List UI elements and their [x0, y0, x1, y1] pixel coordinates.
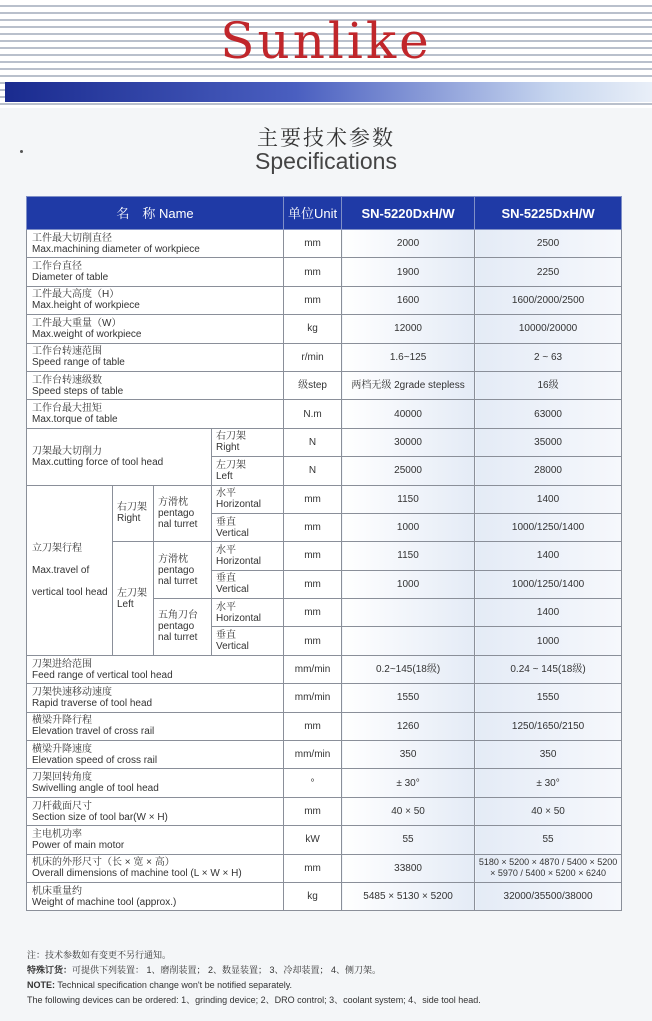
table-row — [27, 258, 622, 286]
axis-label-horizontal: 水平 Horizontal — [212, 599, 284, 627]
note-en-1 — [27, 978, 627, 993]
value-model1: 1000 — [342, 513, 475, 541]
value-model1: 55 — [342, 826, 475, 854]
value-model2: 1400 — [475, 599, 622, 627]
col-header-model2: SN-5225DxH/W — [475, 197, 622, 230]
param-name: 工件最大重量（W） Max.weight of workpiece — [27, 315, 284, 343]
param-unit: mm/min — [284, 684, 342, 712]
value-model2: 1400 — [475, 542, 622, 570]
param-unit: kg — [284, 315, 342, 343]
brand-logo: Sunlike — [220, 12, 432, 70]
param-name-travel: 立刀架行程 Max.travel of vertical tool head — [27, 485, 113, 655]
param-unit: mm — [284, 230, 342, 258]
sub-label-left: 左刀架 Left — [212, 457, 284, 485]
value-model2: 1600/2000/2500 — [475, 286, 622, 314]
table-row — [27, 343, 622, 371]
param-unit: mm/min — [284, 741, 342, 769]
table-row — [27, 854, 622, 882]
param-unit: kW — [284, 826, 342, 854]
param-unit: mm — [284, 599, 342, 627]
value-model2: 2 ~ 63 — [475, 343, 622, 371]
sub-label-right-head: 右刀架 Right — [113, 485, 154, 542]
param-unit: r/min — [284, 343, 342, 371]
note-en-1-text: Technical specification change won't be notified separately. — [55, 980, 293, 990]
note-cn-2-text: 可提供下列装置： 1、磨削装置； 2、数显装置； 3、冷却装置； 4、侧刀架。 — [72, 965, 382, 975]
param-name: 主电机功率 Power of main motor — [27, 826, 284, 854]
param-name: 工件最大高度（H） Max.height of workpiece — [27, 286, 284, 314]
note-cn-2 — [27, 963, 627, 978]
col-header-model1: SN-5220DxH/W — [342, 197, 475, 230]
note-cn-1: 注：技术参数如有变更不另行通知。 — [27, 950, 172, 960]
table-row — [27, 371, 622, 399]
value-model2: 2250 — [475, 258, 622, 286]
table-row — [27, 882, 622, 910]
value-model2: 16级 — [475, 371, 622, 399]
table-row — [27, 826, 622, 854]
value-model1: 1.6~125 — [342, 343, 475, 371]
value-model2: 1250/1650/2150 — [475, 712, 622, 740]
axis-label-vertical: 垂直 Vertical — [212, 513, 284, 541]
value-model2: 28000 — [475, 457, 622, 485]
param-name: 工件最大切削直径 Max.machining diameter of workpiece — [27, 230, 284, 258]
value-model1: 40000 — [342, 400, 475, 428]
value-model1: 25000 — [342, 457, 475, 485]
value-model1 — [342, 627, 475, 655]
param-name: 机床的外形尺寸（长 × 宽 × 高） Overall dimensions of machine tool (L × W × H) — [27, 854, 284, 882]
sub-label-ram: 方滑枕 pentago nal turret — [154, 485, 212, 542]
param-unit: mm — [284, 570, 342, 598]
param-unit: ° — [284, 769, 342, 797]
param-name: 刀架快速移动速度 Rapid traverse of tool head — [27, 684, 284, 712]
param-name: 刀杆截面尺寸 Section size of tool bar(W × H) — [27, 797, 284, 825]
param-name: 工作台转速范围 Speed range of table — [27, 343, 284, 371]
value-model1: 2000 — [342, 230, 475, 258]
value-model1: 1900 — [342, 258, 475, 286]
note-en-2: The following devices can be ordered: 1、grinding device; 2、DRO control; 3、coolant system; 4、side tool head. — [27, 995, 481, 1005]
param-unit: mm — [284, 513, 342, 541]
value-model1: 1150 — [342, 542, 475, 570]
value-model2: 0.24 ~ 145(18级) — [475, 655, 622, 683]
table-row — [27, 741, 622, 769]
table-header-row — [27, 197, 622, 230]
value-model1: 33800 — [342, 854, 475, 882]
value-model2: 35000 — [475, 428, 622, 456]
col-header-name: 名 称 Name — [27, 197, 284, 230]
value-model2: 10000/20000 — [475, 315, 622, 343]
param-name-cutting-force: 刀架最大切削力 Max.cutting force of tool head — [27, 428, 212, 485]
table-row — [27, 684, 622, 712]
param-unit: mm — [284, 286, 342, 314]
param-name: 工作台直径 Diameter of table — [27, 258, 284, 286]
value-model1: 1550 — [342, 684, 475, 712]
value-model2: 1550 — [475, 684, 622, 712]
sub-label-ram: 方滑枕 pentago nal turret — [154, 542, 212, 599]
table-row — [27, 400, 622, 428]
value-model2: 40 × 50 — [475, 797, 622, 825]
value-model1: 40 × 50 — [342, 797, 475, 825]
value-model1: 1260 — [342, 712, 475, 740]
value-model2: 5180 × 5200 × 4870 / 5400 × 5200 × 5970 / 5400 × 5200 × 6240 — [475, 854, 622, 882]
param-unit: mm — [284, 712, 342, 740]
value-model1: ± 30° — [342, 769, 475, 797]
value-model1: 12000 — [342, 315, 475, 343]
note-cn-2-label: 特殊订货： — [27, 965, 73, 975]
param-unit: mm — [284, 542, 342, 570]
axis-label-vertical: 垂直 Vertical — [212, 570, 284, 598]
table-row — [27, 428, 622, 456]
sub-label-right: 右刀架 Right — [212, 428, 284, 456]
axis-label-horizontal: 水平 Horizontal — [212, 542, 284, 570]
axis-label-vertical: 垂直 Vertical — [212, 627, 284, 655]
param-unit: mm — [284, 485, 342, 513]
table-row — [27, 769, 622, 797]
param-unit: mm — [284, 627, 342, 655]
value-model1: 30000 — [342, 428, 475, 456]
param-unit: mm/min — [284, 655, 342, 683]
value-model2: 1000/1250/1400 — [475, 513, 622, 541]
param-unit: 级step — [284, 371, 342, 399]
value-model2: 32000/35500/38000 — [475, 882, 622, 910]
value-model2: 350 — [475, 741, 622, 769]
table-row — [27, 230, 622, 258]
sub-label-left-head: 左刀架 Left — [113, 542, 154, 656]
value-model1: 1000 — [342, 570, 475, 598]
brand-stripe — [5, 82, 652, 102]
value-model2: 1400 — [475, 485, 622, 513]
value-model2: 1000/1250/1400 — [475, 570, 622, 598]
spec-table-wrapper — [26, 196, 621, 911]
param-name: 工作台转速级数 Speed steps of table — [27, 371, 284, 399]
param-name: 刀架回转角度 Swivelling angle of tool head — [27, 769, 284, 797]
note-en-1-label: NOTE: — [27, 980, 55, 990]
param-name: 横梁升降行程 Elevation travel of cross rail — [27, 712, 284, 740]
value-model1: 1600 — [342, 286, 475, 314]
param-unit: mm — [284, 854, 342, 882]
param-name: 横梁升降速度 Elevation speed of cross rail — [27, 741, 284, 769]
page-title-cn: 主要技术参数 — [257, 127, 395, 150]
param-name: 工作台最大扭矩 Max.torque of table — [27, 400, 284, 428]
table-row — [27, 542, 622, 570]
value-model2: ± 30° — [475, 769, 622, 797]
param-name: 刀架进给范围 Feed range of vertical tool head — [27, 655, 284, 683]
table-row — [27, 485, 622, 513]
value-model2: 63000 — [475, 400, 622, 428]
param-unit: N — [284, 457, 342, 485]
value-model1: 5485 × 5130 × 5200 — [342, 882, 475, 910]
param-unit: kg — [284, 882, 342, 910]
value-model2: 55 — [475, 826, 622, 854]
param-unit: mm — [284, 797, 342, 825]
param-name: 机床重量约 Weight of machine tool (approx.) — [27, 882, 284, 910]
value-model1: 350 — [342, 741, 475, 769]
table-row — [27, 315, 622, 343]
page-title-en: Specifications — [255, 148, 397, 174]
value-model2: 2500 — [475, 230, 622, 258]
param-unit: N.m — [284, 400, 342, 428]
footnotes — [27, 948, 627, 1008]
col-header-unit: 单位Unit — [284, 197, 342, 230]
axis-label-horizontal: 水平 Horizontal — [212, 485, 284, 513]
table-row — [27, 655, 622, 683]
value-model2: 1000 — [475, 627, 622, 655]
param-unit: mm — [284, 258, 342, 286]
spec-table — [26, 196, 622, 911]
param-unit: N — [284, 428, 342, 456]
value-model1: 1150 — [342, 485, 475, 513]
table-row — [27, 286, 622, 314]
value-model1: 两档无级 2grade stepless — [342, 371, 475, 399]
value-model1: 0.2~145(18级) — [342, 655, 475, 683]
sub-label-pentagonal: 五角刀台 pentago nal turret — [154, 599, 212, 656]
value-model1 — [342, 599, 475, 627]
table-row — [27, 797, 622, 825]
table-row — [27, 712, 622, 740]
